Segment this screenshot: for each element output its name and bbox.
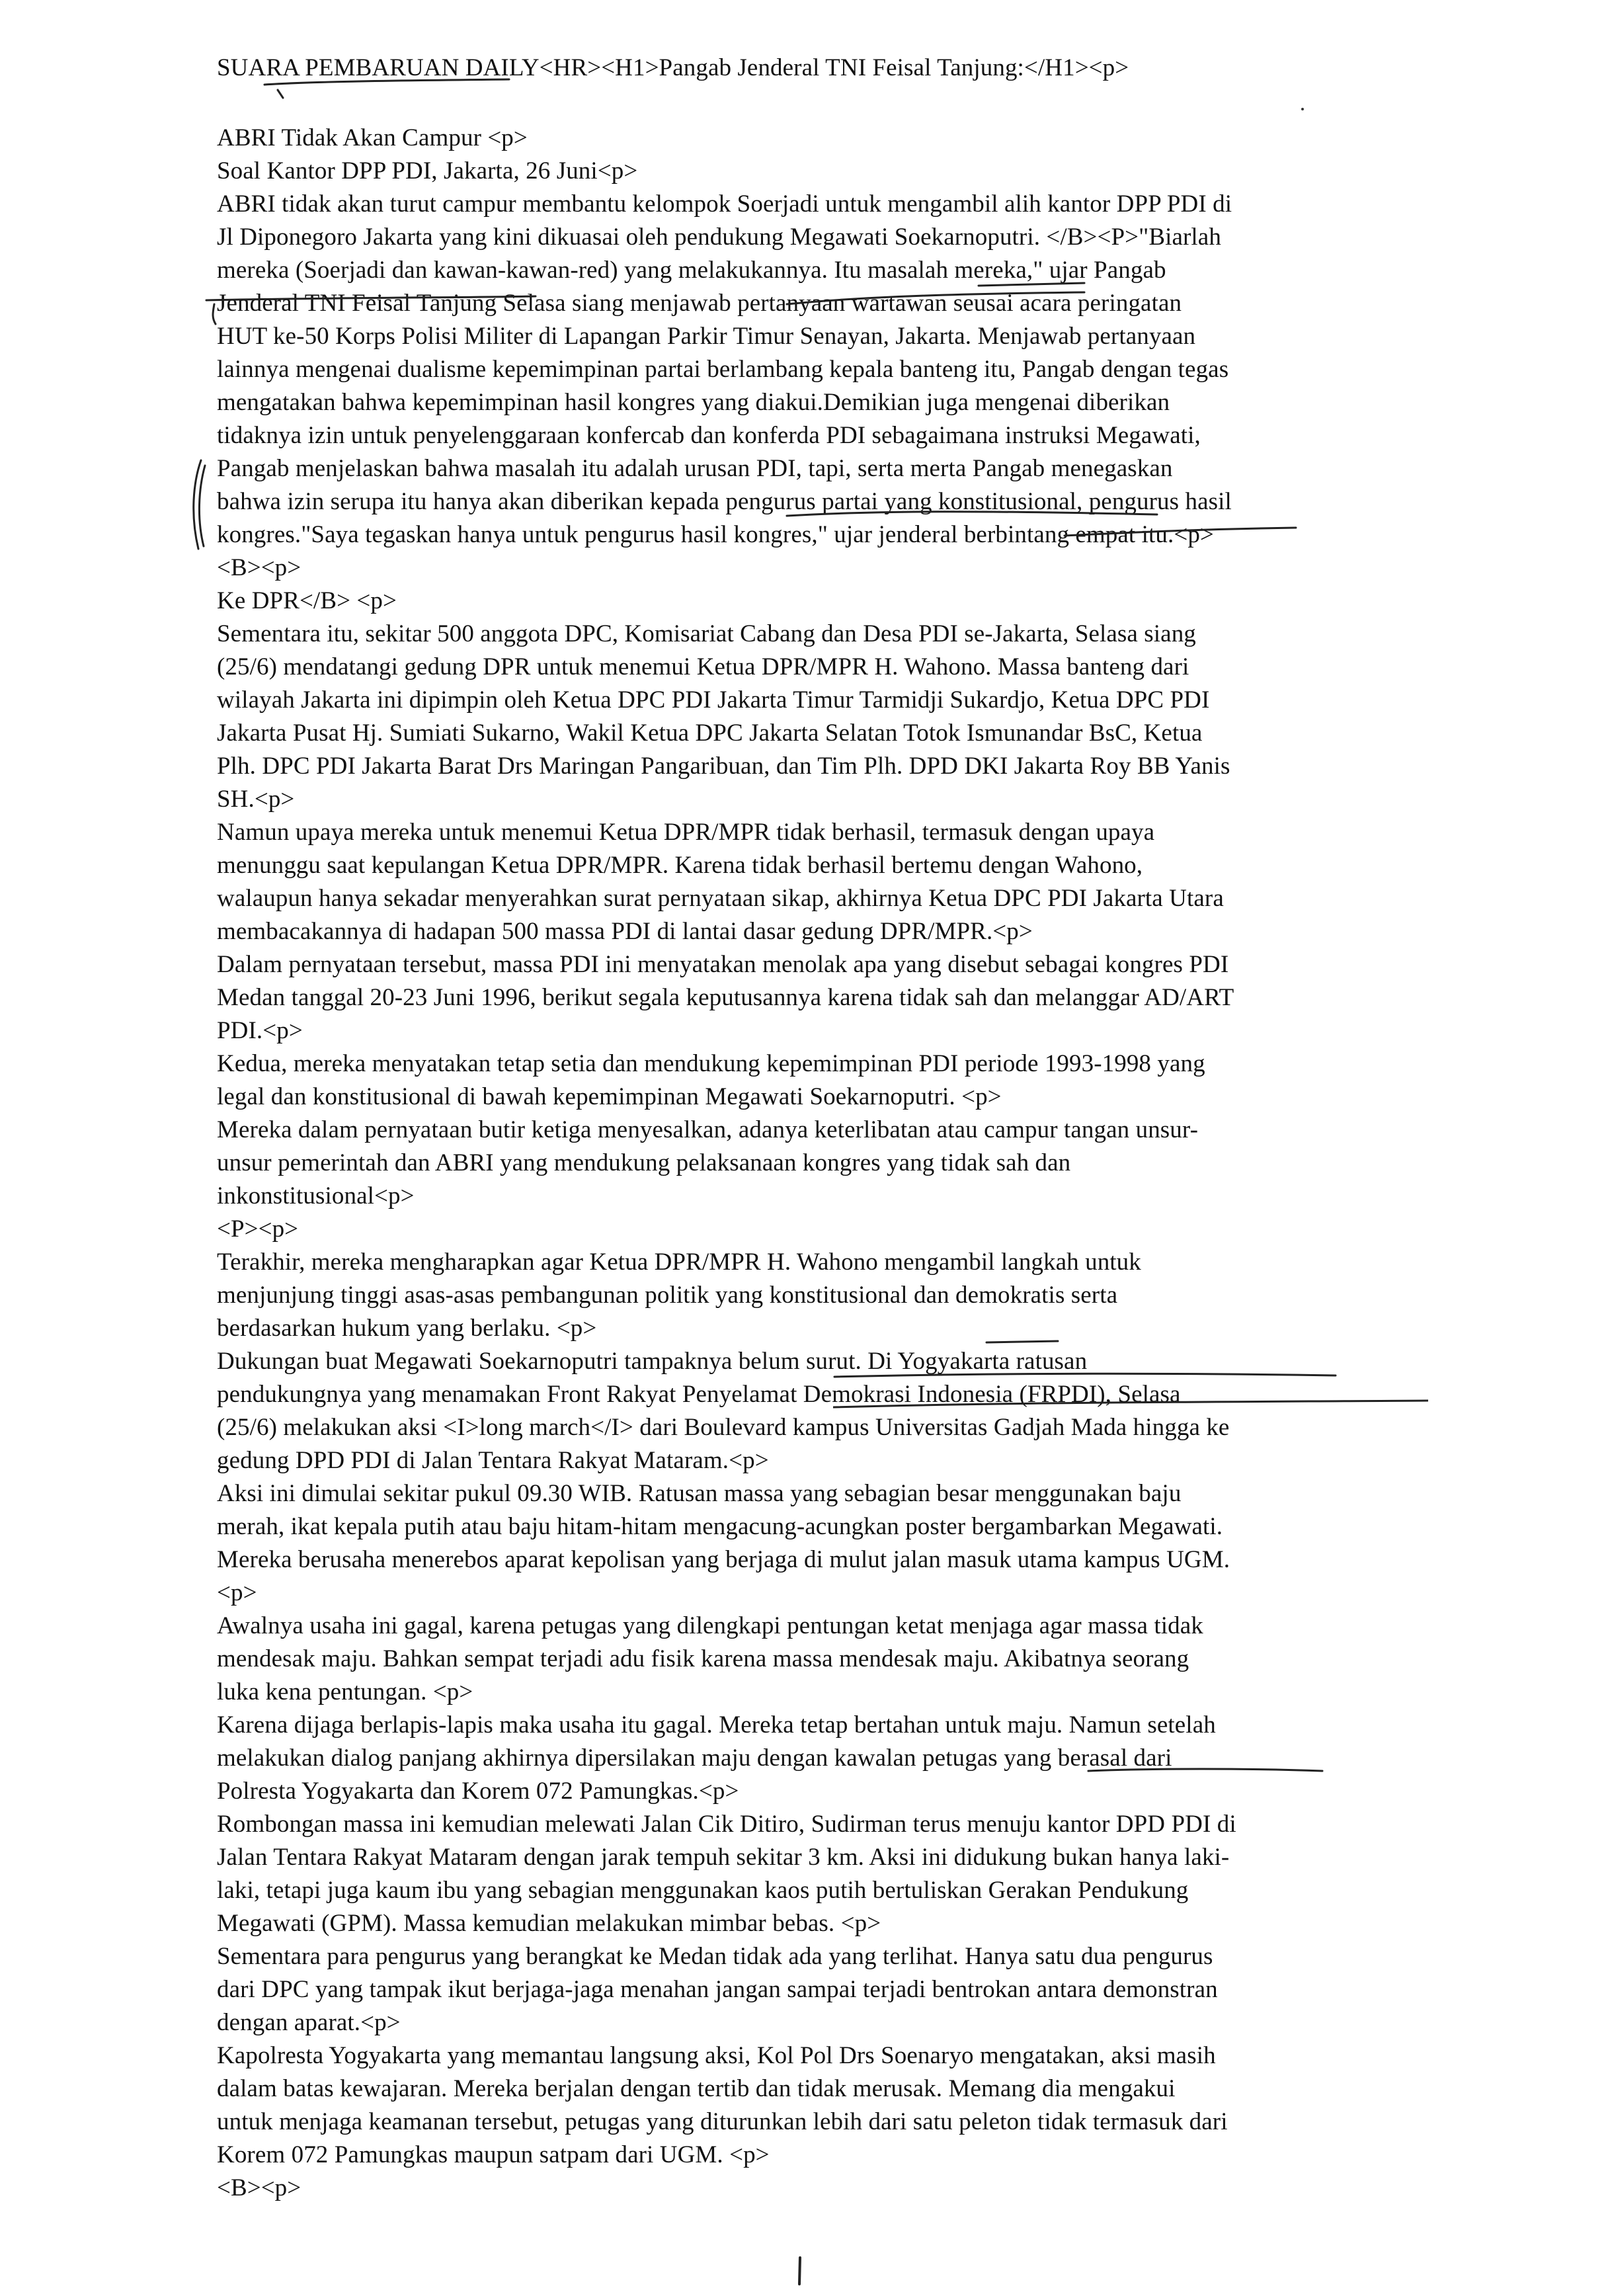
body-line: Dukungan buat Megawati Soekarnoputri tampaknya belum surut. Di Yogyakarta ratusan	[217, 1348, 1088, 1375]
header-line: SUARA PEMBARUAN DAILY<HR><H1>Pangab Jenderal TNI Feisal Tanjung:</H1><p>	[217, 54, 1129, 81]
body-line: menjunjung tinggi asas-asas pembangunan politik yang konstitusional dan demokratis serta	[217, 1282, 1118, 1309]
body-line: <B><p>	[217, 2174, 302, 2201]
body-line: Megawati (GPM). Massa kemudian melakukan mimbar bebas. <p>	[217, 1910, 881, 1937]
body-line: Korem 072 Pamungkas maupun satpam dari UGM. <p>	[217, 2141, 770, 2168]
body-line: pendukungnya yang menamakan Front Rakyat Penyelamat Demokrasi Indonesia (FRPDI), Selasa	[217, 1381, 1181, 1408]
body-line: gedung DPD PDI di Jalan Tentara Rakyat Mataram.<p>	[217, 1447, 769, 1474]
body-line: dengan aparat.<p>	[217, 2009, 401, 2036]
handwritten-margin-bracket	[179, 456, 218, 555]
body-line: Jakarta Pusat Hj. Sumiati Sukarno, Wakil Ketua DPC Jakarta Selatan Totok Ismunandar BsC, Ketua	[217, 719, 1203, 747]
body-line: Karena dijaga berlapis-lapis maka usaha itu gagal. Mereka tetap bertahan untuk maju. Namun setelah	[217, 1711, 1216, 1739]
body-line: legal dan konstitusional di bawah kepemimpinan Megawati Soekarnoputri. <p>	[217, 1083, 1002, 1110]
body-line: Kedua, mereka menyatakan tetap setia dan mendukung kepemimpinan PDI periode 1993-1998 yang	[217, 1050, 1205, 1077]
body-line: Kapolresta Yogyakarta yang memantau langsung aksi, Kol Pol Drs Soenaryo mengatakan, aksi masih	[217, 2042, 1216, 2069]
body-line: mereka (Soerjadi dan kawan-kawan-red) yang melakukannya. Itu masalah mereka," ujar Pangab	[217, 257, 1166, 284]
body-line: tidaknya izin untuk penyelenggaraan konfercab dan konferda PDI sebagaimana instruksi Megawati,	[217, 422, 1201, 449]
body-line: <p>	[217, 1579, 257, 1606]
body-line: dalam batas kewajaran. Mereka berjalan dengan tertib dan tidak merusak. Memang dia mengakui	[217, 2075, 1176, 2102]
body-line: lainnya mengenai dualisme kepemimpinan partai berlambang kepala banteng itu, Pangab dengan tegas	[217, 356, 1229, 383]
body-line: Plh. DPC PDI Jakarta Barat Drs Maringan Pangaribuan, dan Tim Plh. DPD DKI Jakarta Roy BB Yanis	[217, 753, 1230, 780]
body-line: Jenderal TNI Feisal Tanjung Selasa siang menjawab pertanyaan wartawan seusai acara peringatan	[217, 290, 1182, 317]
body-line: PDI.<p>	[217, 1017, 303, 1044]
scan-dot	[1299, 106, 1306, 112]
body-line: bahwa izin serupa itu hanya akan diberikan kepada pengurus partai yang konstitusional, pengurus hasil	[217, 488, 1232, 515]
body-line: Namun upaya mereka untuk menemui Ketua DPR/MPR tidak berhasil, termasuk dengan upaya	[217, 819, 1155, 846]
body-line: Mereka berusaha menerebos aparat kepolisan yang berjaga di mulut jalan masuk utama kampus UGM.	[217, 1546, 1230, 1573]
body-line: kongres."Saya tegaskan hanya untuk pengurus hasil kongres," ujar jenderal berbintang empat itu.<p>	[217, 521, 1214, 548]
body-line: melakukan dialog panjang akhirnya dipersilakan maju dengan kawalan petugas yang berasal dari	[217, 1744, 1172, 1772]
body-line: SH.<p>	[217, 786, 295, 813]
section-heading: Ke DPR</B> <p>	[217, 587, 397, 614]
body-line: wilayah Jakarta ini dipimpin oleh Ketua DPC PDI Jakarta Timur Tarmidji Sukardjo, Ketua DPC PDI	[217, 686, 1210, 714]
handwritten-underline-header	[212, 78, 542, 118]
body-line: Rombongan massa ini kemudian melewati Jalan Cik Ditiro, Sudirman terus menuju kantor DPD PDI di	[217, 1811, 1236, 1838]
body-line: untuk menjaga keamanan tersebut, petugas yang diturunkan lebih dari satu peleton tidak termasuk dari	[217, 2108, 1228, 2135]
body-line: Polresta Yogyakarta dan Korem 072 Pamungkas.<p>	[217, 1778, 739, 1805]
body-line: Pangab menjelaskan bahwa masalah itu adalah urusan PDI, tapi, serta merta Pangab menegaskan	[217, 455, 1173, 482]
body-line: merah, ikat kepala putih atau baju hitam-hitam mengacung-acungkan poster bergambarkan Megawati.	[217, 1513, 1223, 1540]
body-line: HUT ke-50 Korps Polisi Militer di Lapangan Parkir Timur Senayan, Jakarta. Menjawab pertanyaan	[217, 323, 1196, 350]
body-line: Jalan Tentara Rakyat Mataram dengan jarak tempuh sekitar 3 km. Aksi ini didukung bukan hanya laki-	[217, 1844, 1230, 1871]
body-line: Sementara para pengurus yang berangkat ke Medan tidak ada yang terlihat. Hanya satu dua pengurus	[217, 1943, 1213, 1970]
handwritten-page-mark	[793, 2255, 807, 2288]
body-line: ABRI tidak akan turut campur membantu kelompok Soerjadi untuk mengambil alih kantor DPP PDI di	[217, 190, 1232, 218]
body-line: (25/6) melakukan aksi <I>long march</I> dari Boulevard kampus Universitas Gadjah Mada hingga ke	[217, 1414, 1230, 1441]
body-line: dari DPC yang tampak ikut berjaga-jaga menahan jangan sampai terjadi bentrokan antara demonstran	[217, 1976, 1218, 2003]
body-line: <B><p>	[217, 554, 302, 581]
dateline: Soal Kantor DPP PDI, Jakarta, 26 Juni<p>	[217, 157, 638, 184]
subtitle-line: ABRI Tidak Akan Campur <p>	[217, 124, 528, 151]
body-line: Jl Diponegoro Jakarta yang kini dikuasai oleh pendukung Megawati Soekarnoputri. </B><P>"Biarlah	[217, 224, 1221, 251]
body-line: luka kena pentungan. <p>	[217, 1678, 473, 1705]
body-line: mengatakan bahwa kepemimpinan hasil kongres yang diakui.Demikian juga mengenai diberikan	[217, 389, 1170, 416]
body-line: mendesak maju. Bahkan sempat terjadi adu fisik karena massa mendesak maju. Akibatnya seorang	[217, 1645, 1189, 1672]
body-line: unsur pemerintah dan ABRI yang mendukung pelaksanaan kongres yang tidak sah dan	[217, 1149, 1071, 1176]
body-line: inkonstitusional<p>	[217, 1182, 415, 1210]
body-line: Awalnya usaha ini gagal, karena petugas yang dilengkapi pentungan ketat menjaga agar massa tidak	[217, 1612, 1203, 1639]
body-line: membacakannya di hadapan 500 massa PDI di lantai dasar gedung DPR/MPR.<p>	[217, 918, 1033, 945]
body-line: Terakhir, mereka mengharapkan agar Ketua DPR/MPR H. Wahono mengambil langkah untuk	[217, 1249, 1141, 1276]
body-line: Medan tanggal 20-23 Juni 1996, berikut segala keputusannya karena tidak sah dan melanggar AD/ART	[217, 984, 1234, 1011]
body-line: walaupun hanya sekadar menyerahkan surat pernyataan sikap, akhirnya Ketua DPC PDI Jakarta Utara	[217, 885, 1224, 912]
body-line: Dalam pernyataan tersebut, massa PDI ini menyatakan menolak apa yang disebut sebagai kongres PDI	[217, 951, 1229, 978]
body-line: menunggu saat kepulangan Ketua DPR/MPR. Karena tidak berhasil bertemu dengan Wahono,	[217, 852, 1143, 879]
body-line: Aksi ini dimulai sekitar pukul 09.30 WIB. Ratusan massa yang sebagian besar menggunakan baju	[217, 1480, 1182, 1507]
body-line: laki, tetapi juga kaum ibu yang sebagian menggunakan kaos putih bertuliskan Gerakan Pendukung	[217, 1877, 1189, 1904]
body-line: <P><p>	[217, 1215, 299, 1243]
body-line: Mereka dalam pernyataan butir ketiga menyesalkan, adanya keterlibatan atau campur tangan unsur-	[217, 1116, 1199, 1143]
body-line: berdasarkan hukum yang berlaku. <p>	[217, 1315, 597, 1342]
body-line: (25/6) mendatangi gedung DPR untuk menemui Ketua DPR/MPR H. Wahono. Massa banteng dari	[217, 653, 1189, 680]
body-line: Sementara itu, sekitar 500 anggota DPC, Komisariat Cabang dan Desa PDI se-Jakarta, Selasa siang	[217, 620, 1196, 647]
